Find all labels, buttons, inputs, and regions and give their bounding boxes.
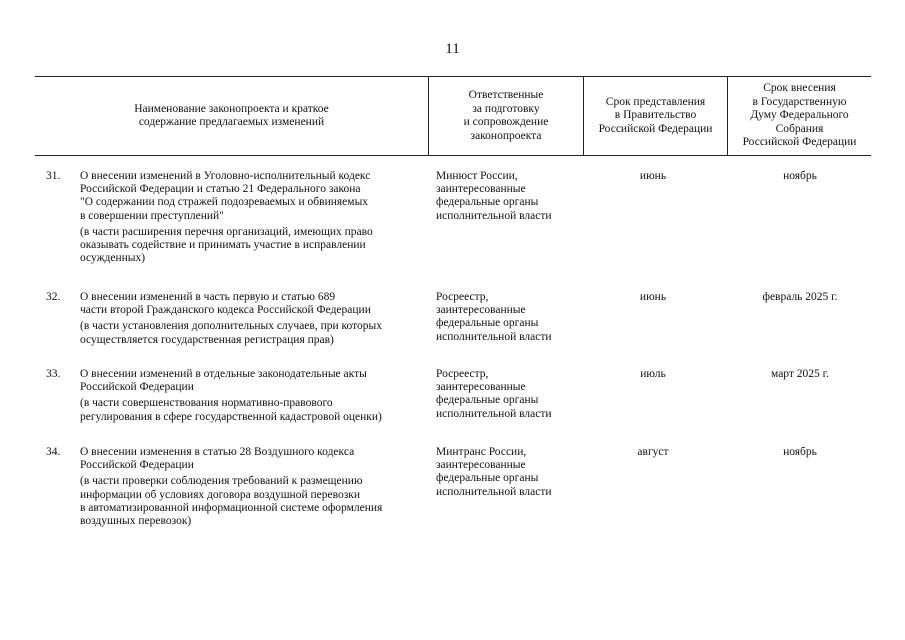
table-top-rule bbox=[35, 76, 871, 77]
page-number: 11 bbox=[445, 41, 460, 57]
header-duma-deadline: Срок внесения в Государственную Думу Федерального Собрания Российской Федерации bbox=[742, 82, 857, 149]
header-name: Наименование законопроекта и краткое содержание предлагаемых изменений bbox=[134, 102, 329, 128]
table-header-bottom-rule bbox=[35, 155, 871, 156]
government-deadline: июнь bbox=[639, 170, 667, 182]
duma-deadline: ноябрь bbox=[783, 170, 817, 182]
bill-title: О внесении изменений в часть первую и статью 689 части второй Гражданского кодекса Российской Федерации bbox=[80, 291, 371, 317]
row-number: 34. bbox=[46, 446, 61, 458]
responsible-body: Росреестр, заинтересованные федеральные органы исполнительной власти bbox=[436, 291, 552, 343]
bill-note: (в части проверки соблюдения требований к размещению информации об условиях договора воздушной перевозки в автоматизированной информационной системе оформления воздушных перевозок) bbox=[80, 475, 383, 528]
duma-deadline: март 2025 г. bbox=[771, 368, 829, 380]
responsible-body: Минюст России, заинтересованные федеральные органы исполнительной власти bbox=[436, 170, 552, 222]
row-number: 32. bbox=[46, 291, 61, 303]
government-deadline: июнь bbox=[639, 291, 667, 303]
bill-note: (в части совершенствования нормативно-правового регулирования в сфере государственной кадастровой оценки) bbox=[80, 397, 382, 423]
row-number: 33. bbox=[46, 368, 61, 380]
bill-title: О внесении изменений в Уголовно-исполнительный кодекс Российской Федерации и статью 21 Федерального закона "О содержании под стражей подозреваемых и обвиняемых в совершении преступлений" bbox=[80, 170, 371, 222]
header-responsible: Ответственные за подготовку и сопровождение законопроекта bbox=[463, 89, 549, 142]
bill-title-block bbox=[80, 291, 425, 347]
duma-deadline: февраль 2025 г. bbox=[762, 291, 838, 303]
responsible-body: Минтранс России, заинтересованные федеральные органы исполнительной власти bbox=[436, 446, 552, 498]
bill-title: О внесении изменений в отдельные законодательные акты Российской Федерации bbox=[80, 368, 367, 394]
bill-title-block bbox=[80, 368, 425, 424]
responsible-body: Росреестр, заинтересованные федеральные органы исполнительной власти bbox=[436, 368, 552, 420]
bill-title: О внесении изменения в статью 28 Воздушного кодекса Российской Федерации bbox=[80, 446, 355, 472]
government-deadline: август bbox=[637, 446, 669, 458]
bill-note: (в части установления дополнительных случаев, при которых осуществляется государственная регистрация прав) bbox=[80, 320, 382, 346]
header-government-deadline: Срок представления в Правительство Российской Федерации bbox=[598, 95, 713, 135]
duma-deadline: ноябрь bbox=[783, 446, 817, 458]
government-deadline: июль bbox=[640, 368, 666, 380]
bill-note: (в части расширения перечня организаций, имеющих право оказывать содействие и принимать участие в исправлении осужденных) bbox=[80, 225, 373, 265]
row-number: 31. bbox=[46, 170, 61, 182]
bill-title-block bbox=[80, 446, 425, 528]
bill-title-block bbox=[80, 170, 425, 265]
